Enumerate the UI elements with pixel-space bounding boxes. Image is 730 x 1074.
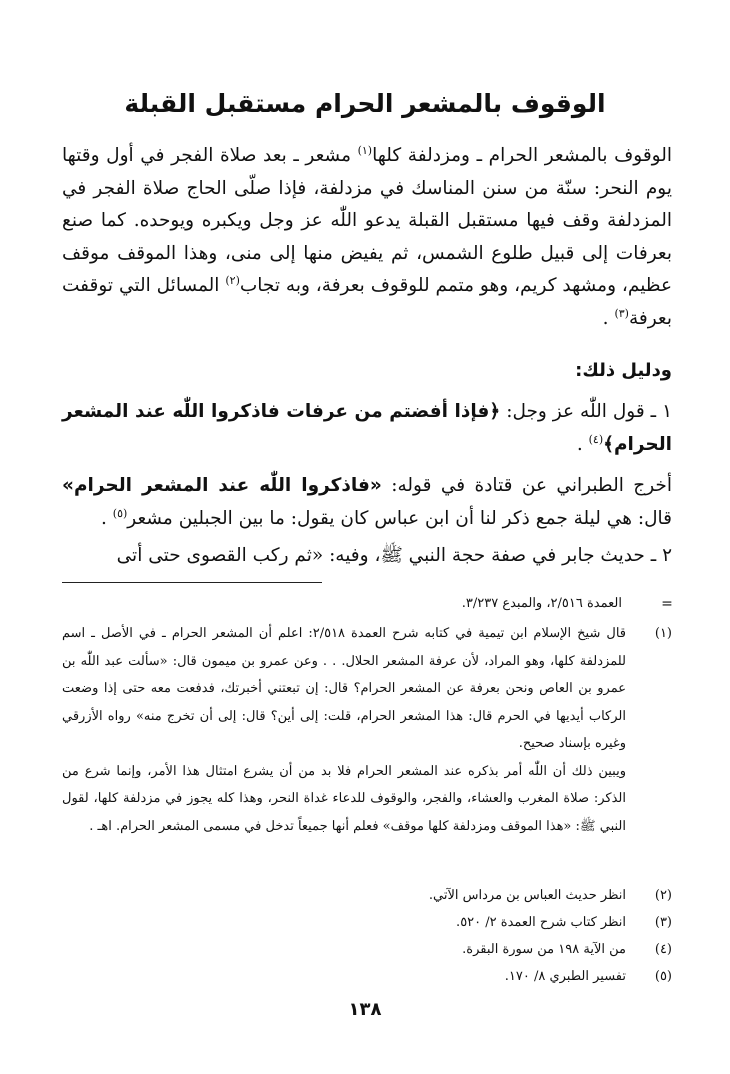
- tabari-rest: قال: هي ليلة جمع ذكر لنا أن ابن عباس كان يقول: ما بين الجبلين مشعر: [127, 507, 672, 529]
- footnote-5-number: (٥): [654, 969, 672, 984]
- tabari-quote: «فاذكروا اللّٰه عند المشعر الحرام»: [62, 475, 382, 496]
- footnote-1-text: قال شيخ الإسلام ابن تيمية في كتابه شرح العمدة ٢/٥١٨: اعلم أن المشعر الحرام ـ في الأصل ـ اسم للمزدلفة كلها، وهو المراد، لأن عرفة المشعر الحلال. . . وعن عمرو بن ميمون قال: «سألت عبد اللّٰه بن عمرو بن العاص ونحن بعرفة عن المشعر الحرام؟ قال: إن تبعتني أخبرتك، فدفعت معه حتى إذا وضعت الركاب أيديها في الحرم قال: هذا المشعر الحرام، قلت: إلى أين؟ قال: إلى أن تخرج منه» رواه الأزرقي وغيره بإسناد صحيح.: [62, 626, 627, 751]
- page-number: ١٣٨: [348, 999, 382, 1020]
- footnote-ref-2[interactable]: (٢): [225, 273, 240, 287]
- tabari-end: .: [101, 507, 113, 529]
- footnote-ref-1[interactable]: (١): [357, 143, 373, 157]
- footnote-ref-3[interactable]: (٣): [614, 306, 629, 320]
- page-title: الوقوف بالمشعر الحرام مستقبل القبلة: [124, 89, 606, 118]
- tabari-prefix: أخرج الطبراني عن قتادة في قوله:: [381, 475, 672, 496]
- footnote-3-text: انظر كتاب شرح العمدة ٢/ ٥٢٠.: [456, 915, 626, 930]
- footnote-2-text: انظر حديث العباس بن مرداس الآتي.: [428, 888, 626, 903]
- quran-verse: ﴿فإذا أفضتم من عرفات فاذكروا اللّٰه عند المشعر الحرام﴾: [62, 401, 672, 455]
- footnote-2: [62, 882, 672, 910]
- footnote-3-number: (٣): [654, 915, 672, 930]
- footnote-ref-4[interactable]: (٤): [588, 432, 604, 446]
- footnote-1-number: (١): [654, 626, 672, 641]
- footnote-1: [62, 620, 672, 840]
- footnote-4-number: (٤): [654, 942, 672, 957]
- tabari-paragraph: [62, 470, 672, 535]
- footnote-2-number: (٢): [654, 888, 672, 903]
- paragraph-text-part-2: مشعر ـ بعد صلاة الفجر في أول وقتها يوم النحر: سنّة من سنن المناسك في مزدلفة، فإذا صلّى الحاج صلاة الفجر في المزدلفة وقف فيها مستقبل القبلة يدعو اللّٰه عز وجل ويكبره ويوحده. كما صنع بعرفات إلى قبيل طلوع الشمس، ثم يفيض منها إلى منى، وهذا الموقف موقف عظيم، ومشهد كريم، وهو متمم للوقوف بعرفة، وبه تجاب: [62, 145, 672, 296]
- footnote-4: [62, 936, 672, 964]
- evidence-item-1: [62, 396, 672, 461]
- paragraph-text-part-1: الوقوف بالمشعر الحرام ـ ومزدلفة كلها: [372, 145, 672, 166]
- footnote-3: [62, 909, 672, 937]
- evidence-item-2: ٢ ـ حديث جابر في صفة حجة النبي ﷺ، وفيه: «ثم ركب القصوى حتى أتى: [116, 545, 672, 566]
- evidence-item-1-prefix: ١ ـ قول اللّٰه عز وجل:: [500, 401, 672, 422]
- footnote-continuation: العمدة ٢/٥١٦، والمبدع ٣/٢٣٧.: [461, 596, 622, 611]
- footnote-5-text: تفسير الطبري ٨/ ١٧٠.: [504, 969, 626, 984]
- evidence-heading: ودليل ذلك:: [575, 360, 672, 381]
- footnote-separator: [62, 582, 322, 583]
- main-paragraph: [62, 140, 672, 335]
- paragraph-text-part-3: المسائل التي توقفت بعرفة: [62, 275, 672, 329]
- evidence-item-1-end: .: [576, 433, 589, 455]
- footnote-4-text: من الآية ١٩٨ من سورة البقرة.: [462, 942, 626, 957]
- footnote-5: [62, 963, 672, 991]
- paragraph-text-part-4: .: [602, 307, 615, 329]
- footnote-1-text-continued: ويبين ذلك أن اللّٰه أمر بذكره عند المشعر الحرام فلا بد من أن يشرع امتثال هذا الأمر، وإنما شرع من الذكر: صلاة المغرب والعشاء، والفجر، والوقوف للدعاء غداة النحر، وهذا كله يجوز في مزدلفة كلها، لقول النبي ﷺ: «هذا الموقف ومزدلفة كلها موقف» فعلم أنها جميعاً تدخل في مسمى المشعر الحرام. اهـ .: [62, 763, 626, 834]
- footnote-ref-5[interactable]: (٥): [112, 506, 128, 520]
- continuation-mark: =: [661, 596, 673, 612]
